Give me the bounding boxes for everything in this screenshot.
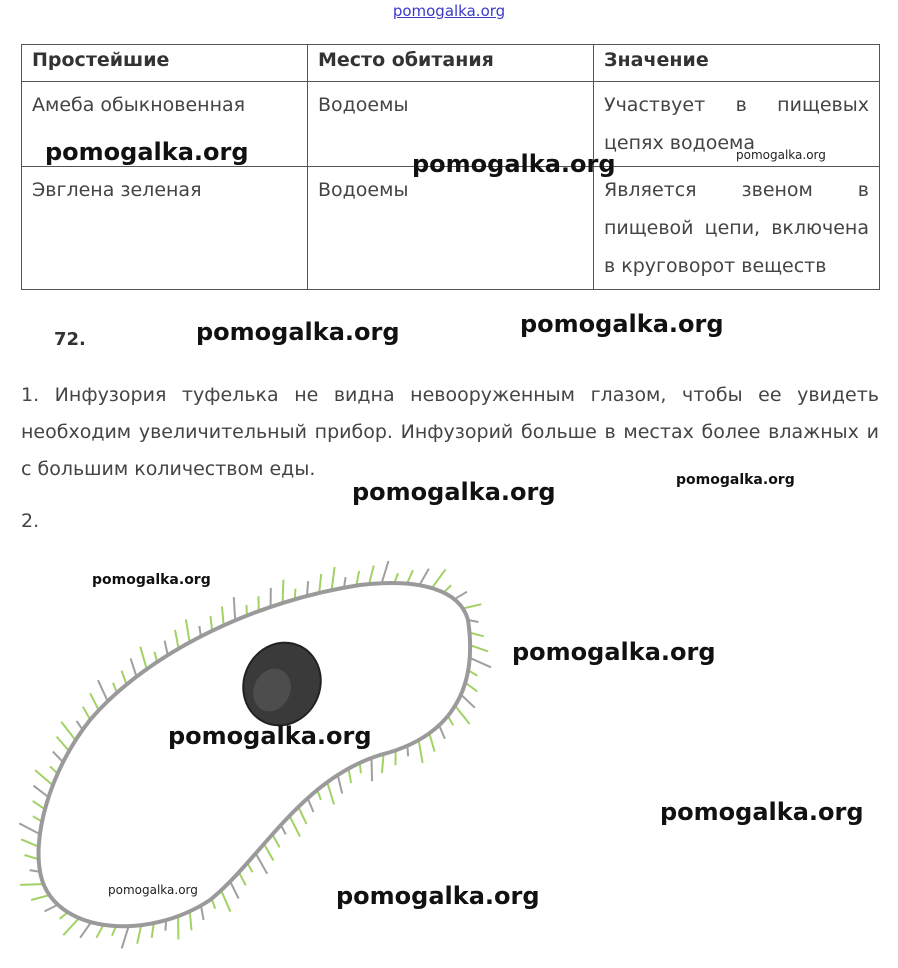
cilium-stroke <box>419 740 423 763</box>
cilium-stroke <box>61 722 75 740</box>
cilium-stroke <box>33 786 48 798</box>
cilium-stroke <box>432 569 446 588</box>
cilium-stroke <box>454 592 467 600</box>
cilium-stroke <box>239 872 246 885</box>
watermark-text: pomogalka.org <box>92 572 211 588</box>
table-cell: Является звеном в пищевой цепи, включена в круговорот веществ <box>594 167 880 290</box>
cilium-stroke <box>35 770 53 785</box>
cilium-stroke <box>463 604 482 608</box>
task-number: 72. <box>54 329 86 350</box>
cilium-stroke <box>131 659 137 677</box>
cilium-stroke <box>186 619 190 642</box>
cilium-stroke <box>256 853 268 873</box>
watermark-text: pomogalka.org <box>412 150 616 178</box>
cilium-stroke <box>234 597 235 620</box>
table-header-row <box>22 45 880 82</box>
cilium-stroke <box>419 569 428 586</box>
cilium-stroke <box>470 658 491 668</box>
cilium-stroke <box>283 580 284 603</box>
watermark-text: pomogalka.org <box>196 318 400 346</box>
cilium-stroke <box>137 925 141 944</box>
cell-outline <box>39 583 471 926</box>
answer-1-text: 1. Инфузория туфелька не видна невооруженным глазом, чтобы ее увидеть необходим увеличительный прибор. Инфузорий больше в местах более влажных и с большим количеством еды. <box>21 384 879 480</box>
cilium-stroke <box>45 905 58 912</box>
watermark-text: pomogalka.org <box>168 722 372 750</box>
cilium-stroke <box>298 807 306 824</box>
column-header-habitat: Место обитания <box>308 45 594 82</box>
cilium-stroke <box>327 782 334 804</box>
cilium-stroke <box>190 911 192 930</box>
cilium-stroke <box>369 566 374 585</box>
cilium-stroke <box>461 695 475 708</box>
cilium-stroke <box>80 922 91 938</box>
cilium-stroke <box>349 769 352 784</box>
watermark-text: pomogalka.org <box>336 882 540 910</box>
cilium-stroke <box>319 574 321 593</box>
cilium-stroke <box>98 680 108 701</box>
table-cell: Водоемы <box>308 82 594 167</box>
cilium-stroke <box>222 607 224 626</box>
table-cell: Участвует в пищевых цепях водоема <box>594 82 880 167</box>
cilium-stroke <box>465 683 477 692</box>
cilium-stroke <box>175 630 179 649</box>
cilium-stroke <box>165 641 168 655</box>
cilium-stroke <box>96 925 103 938</box>
cilium-stroke <box>201 906 204 921</box>
cilium-stroke <box>33 801 45 809</box>
watermark-text: pomogalka.org <box>352 478 556 506</box>
table-row <box>22 167 880 290</box>
cilium-stroke <box>407 570 413 584</box>
cilium-stroke <box>221 890 230 911</box>
table-cell: Водоемы <box>308 167 594 290</box>
cilium-stroke <box>57 737 69 751</box>
cilium-stroke <box>308 798 314 812</box>
cilium-stroke <box>338 775 343 794</box>
cilium-stroke <box>429 733 434 751</box>
cilium-stroke <box>31 895 49 900</box>
watermark-text: pomogalka.org <box>45 138 249 166</box>
cilium-stroke <box>272 834 279 847</box>
cilium-stroke <box>19 823 40 834</box>
table-cell: Амеба обыкновенная <box>22 82 308 167</box>
cilium-stroke <box>211 616 213 631</box>
site-header-link[interactable]: pomogalka.org <box>392 2 506 20</box>
watermark-text: pomogalka.org <box>108 883 198 897</box>
column-header-protozoa: Простейшие <box>22 45 308 82</box>
watermark-text: pomogalka.org <box>736 148 826 162</box>
column-header-significance: Значение <box>594 45 880 82</box>
cilium-stroke <box>290 816 301 837</box>
cilium-stroke <box>83 707 90 720</box>
watermark-text: pomogalka.org <box>520 310 724 338</box>
cilium-stroke <box>455 706 470 724</box>
cilium-stroke <box>264 844 273 861</box>
cilium-stroke <box>140 647 146 669</box>
cilium-stroke <box>382 561 389 583</box>
cilium-stroke <box>21 839 39 846</box>
cilium-stroke <box>63 918 79 935</box>
watermark-text: pomogalka.org <box>512 638 716 666</box>
cilium-stroke <box>372 758 373 781</box>
watermark-text: pomogalka.org <box>676 472 795 488</box>
cilium-stroke <box>332 567 335 590</box>
cilium-stroke <box>20 884 43 885</box>
table-cell: Эвглена зеленая <box>22 167 308 290</box>
cilium-stroke <box>439 725 445 739</box>
cilium-stroke <box>230 882 238 899</box>
watermark-text: pomogalka.org <box>660 798 864 826</box>
cilium-stroke <box>470 645 488 651</box>
cilium-stroke <box>90 693 99 710</box>
answer-2-label: 2. <box>21 510 40 532</box>
cilium-stroke <box>382 754 384 773</box>
cilium-stroke <box>122 926 129 948</box>
